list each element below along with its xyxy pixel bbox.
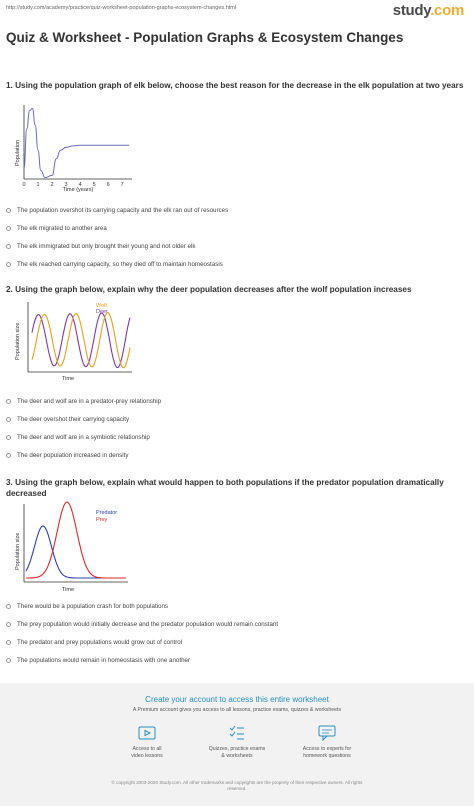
elk-chart-svg bbox=[10, 103, 140, 195]
q1-option-4[interactable] bbox=[6, 261, 223, 268]
create-account-link[interactable]: Create your account to access this entire worksheet bbox=[145, 695, 329, 704]
elk-population-chart bbox=[10, 103, 140, 200]
q2-option-3[interactable] bbox=[6, 434, 150, 441]
legend-predator: Predator bbox=[96, 510, 118, 516]
premium-footer bbox=[0, 683, 474, 806]
quiz-icon bbox=[227, 723, 247, 743]
x-tick-label: 6 bbox=[106, 182, 110, 188]
q2-option-2[interactable] bbox=[6, 416, 129, 423]
option-label: The deer population increased in density bbox=[17, 452, 129, 459]
logo-main: study bbox=[392, 2, 431, 19]
logo-suffix: .com bbox=[430, 2, 464, 19]
radio-icon[interactable] bbox=[6, 226, 11, 231]
radio-icon[interactable] bbox=[6, 658, 11, 663]
option-label: The deer and wolf are in a predator-prey relationship bbox=[17, 398, 162, 405]
feature-line-1: Access to experts for bbox=[302, 746, 352, 752]
wolf-deer-chart-svg bbox=[10, 300, 140, 386]
video-icon bbox=[137, 723, 157, 743]
radio-icon[interactable] bbox=[6, 244, 11, 249]
option-label: The prey population would initially decrease and the predator population would remain constant bbox=[17, 621, 279, 628]
question-2: 2. Using the graph below, explain why the deer population decreases after the wolf population increases bbox=[6, 285, 412, 294]
q1-option-1[interactable] bbox=[6, 207, 228, 214]
x-tick-label: 7 bbox=[120, 182, 124, 188]
radio-icon[interactable] bbox=[6, 399, 11, 404]
y-axis-label: Population size bbox=[15, 322, 21, 360]
radio-icon[interactable] bbox=[6, 208, 11, 213]
page-title: Quiz & Worksheet - Population Graphs & Ecosystem Changes bbox=[6, 30, 404, 45]
option-label: The populations would remain in homeostasis with one another bbox=[17, 657, 191, 664]
predator-prey-chart bbox=[10, 500, 140, 599]
q1-option-2[interactable] bbox=[6, 225, 107, 232]
predator-prey-chart-svg bbox=[10, 500, 140, 594]
q1-option-3[interactable] bbox=[6, 243, 196, 250]
x-tick-label: 0 bbox=[22, 182, 26, 188]
copyright bbox=[20, 780, 454, 792]
q3-option-4[interactable] bbox=[6, 657, 190, 664]
option-label: The deer overshot their carrying capacity bbox=[17, 416, 130, 423]
q2-option-4[interactable] bbox=[6, 452, 128, 459]
study-logo[interactable] bbox=[393, 2, 464, 19]
radio-icon[interactable] bbox=[6, 640, 11, 645]
x-tick-label: 5 bbox=[92, 182, 96, 188]
x-axis-label: Time (years) bbox=[62, 187, 94, 193]
feature-line-1: Quizzes, practice exams bbox=[208, 746, 266, 752]
feature-experts bbox=[282, 723, 372, 759]
x-tick-label: 1 bbox=[36, 182, 40, 188]
y-axis-label: Population size bbox=[15, 532, 21, 570]
premium-description: A Premium account gives you access to all lessons, practice exams, quizzes & worksheets bbox=[132, 707, 342, 713]
q3-option-3[interactable] bbox=[6, 639, 182, 646]
radio-icon[interactable] bbox=[6, 604, 11, 609]
legend-prey: Prey bbox=[96, 517, 108, 523]
radio-icon[interactable] bbox=[6, 262, 11, 267]
x-axis-label: Time bbox=[61, 376, 75, 382]
x-tick-label: 2 bbox=[50, 182, 54, 188]
legend-wolf: Wolf bbox=[96, 303, 107, 309]
question-3: 3. Using the graph below, explain what would happen to both populations if the predator population dramatically decreased bbox=[6, 478, 444, 498]
feature-line-1: Access to all bbox=[132, 746, 162, 752]
radio-icon[interactable] bbox=[6, 622, 11, 627]
q3-option-1[interactable] bbox=[6, 603, 168, 610]
y-axis-label: Population bbox=[15, 140, 21, 166]
q2-option-1[interactable] bbox=[6, 398, 161, 405]
option-label: The elk immigrated but only brought their young and not older elk bbox=[17, 243, 196, 250]
x-tick-label: 4 bbox=[78, 182, 82, 188]
option-label: The deer and wolf are in a symbiotic relationship bbox=[17, 434, 150, 441]
legend-deer: Deer bbox=[96, 309, 108, 315]
option-label: The elk migrated to another area bbox=[17, 225, 107, 232]
radio-icon[interactable] bbox=[6, 435, 11, 440]
elk-series-line bbox=[24, 108, 129, 177]
feature-video-lessons bbox=[102, 723, 192, 759]
option-label: The predator and prey populations would grow out of control bbox=[17, 639, 183, 646]
x-tick-label: 3 bbox=[64, 182, 68, 188]
radio-icon[interactable] bbox=[6, 417, 11, 422]
option-label: The population overshot its carrying capacity and the elk ran out of resources bbox=[17, 207, 229, 214]
question-1: 1. Using the population graph of elk below, choose the best reason for the decrease in the elk population at two years bbox=[6, 81, 464, 90]
q3-option-2[interactable] bbox=[6, 621, 278, 628]
page-url: http://study.com/academy/practice/quiz-worksheet-population-graphs-ecosystem-changes.html bbox=[6, 5, 237, 11]
feature-line-2: video lessons bbox=[131, 752, 163, 759]
copyright-line-2: reserved. bbox=[227, 786, 247, 791]
copyright-line-1: © copyright 2003-2020 Study.com. All other trademarks and copyrights are the property of their respective owners. All rights bbox=[111, 780, 363, 785]
option-label: There would be a population crash for both populations bbox=[17, 603, 169, 610]
wolf-deer-chart bbox=[10, 300, 140, 391]
expert-chat-icon bbox=[317, 723, 337, 743]
feature-line-2: & worksheets bbox=[221, 752, 253, 759]
feature-line-2: homework questions bbox=[303, 752, 351, 759]
predator-series-line bbox=[26, 526, 126, 578]
feature-quizzes bbox=[192, 723, 282, 759]
radio-icon[interactable] bbox=[6, 453, 11, 458]
option-label: The elk reached carrying capacity, so they died off to maintain homeostasis bbox=[17, 261, 223, 268]
x-axis-label: Time bbox=[61, 587, 75, 593]
